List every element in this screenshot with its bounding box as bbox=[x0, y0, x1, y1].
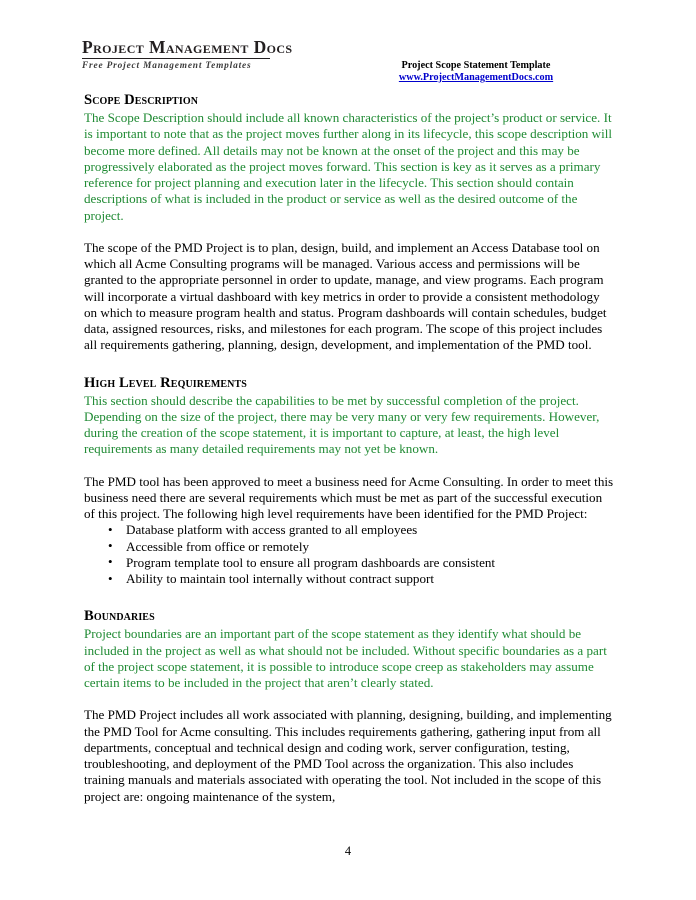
list-item: • Ability to maintain tool internally without contract support bbox=[84, 571, 614, 587]
section-instruction-boundaries: Project boundaries are an important part of the scope statement as they identify what should be included in the project as well as what should not be included. Without specific boundaries as a part of the project scope statement, it is possible to introduce scope creep as stakeholders may assume certain items to be included in the project that aren’t clearly stated. bbox=[84, 626, 607, 690]
section-heading-scope-description: Scope Description bbox=[84, 92, 199, 108]
page-footer bbox=[0, 844, 696, 858]
section-heading-high-level-requirements: High Level Requirements bbox=[84, 374, 247, 391]
paragraph-spacer bbox=[84, 224, 614, 240]
section-spacer bbox=[84, 587, 614, 608]
section-instruction-scope-description: The Scope Description should include all known characteristics of the project’s product or service. It is important to note that as the project moves further along in its lifecycle, this scope description will become more defined. All details may not be known at the onset of the project and this may be progressively elaborated as the project moves forward. This section is key as it serves as a primary reference for project planning and execution later in the lifecycle. This section should contain descriptions of what is included in the product or service as well as the desired outcome of the project. bbox=[84, 110, 612, 223]
page-number: 4 bbox=[344, 844, 352, 858]
document-title: Project Scope Statement Template bbox=[401, 60, 551, 71]
section-body-boundaries: The PMD Project includes all work associated with planning, designing, building, and implementing the PMD Tool for Acme consulting. This includes requirements gathering, gathering input from all departments, conceptual and technical design and coding work, server configuration, testing, troubleshooting, and deployment of the PMD Tool across the organization. This also includes training manuals and materials associated with operating the tool. Not included in the scope of this project are: ongoing maintenance of the system, bbox=[84, 707, 612, 804]
section-body-high-level-requirements: The PMD tool has been approved to meet a business need for Acme Consulting. In order to meet this business need there are several requirements which must be met as part of the successful execution of this project. The following high level requirements have been identified for the PMD Project: bbox=[84, 473, 614, 521]
logo-tagline: Free Project Management Templates bbox=[82, 61, 252, 71]
list-item: • Program template tool to ensure all program dashboards are consistent bbox=[84, 555, 614, 571]
website-url-link[interactable]: www.ProjectManagementDocs.com bbox=[398, 72, 554, 83]
logo-divider bbox=[82, 58, 270, 59]
page-header bbox=[0, 0, 696, 92]
high-level-requirements-list bbox=[84, 522, 614, 587]
section-heading-boundaries: Boundaries bbox=[84, 608, 155, 625]
paragraph-spacer bbox=[84, 458, 614, 474]
list-item: • Accessible from office or remotely bbox=[84, 539, 614, 555]
section-instruction-high-level-requirements: This section should describe the capabilities to be met by successful completion of the project. Depending on the size of the project, there may be very many or very few requirements. However, during the creation of the scope statement, it is important to capture, at least, the high level requirements as many detailed requirements may not yet be known. bbox=[84, 392, 600, 457]
header-document-info bbox=[336, 60, 616, 84]
list-item: • Database platform with access granted to all employees bbox=[84, 522, 614, 538]
paragraph-spacer bbox=[84, 691, 614, 707]
section-body-scope-description: The scope of the PMD Project is to plan, design, build, and implement an Access Database tool on which all Acme Consulting programs will be managed. Various access and permissions will be granted to the appropriate personnel in order to update, manage, and view programs. Each program will incorporate a virtual dashboard with key metrics in order to provide a consistent methodology on which to measure program health and status. Program dashboards will contain schedules, budget data, assigned resources, risks, and milestones for each program. The scope of this project includes all requirements gathering, planning, design, development, and implementation of the PMD tool. bbox=[84, 239, 607, 353]
section-spacer bbox=[84, 354, 614, 375]
document-body bbox=[84, 92, 614, 805]
logo-title: Project Management Docs bbox=[82, 37, 293, 57]
